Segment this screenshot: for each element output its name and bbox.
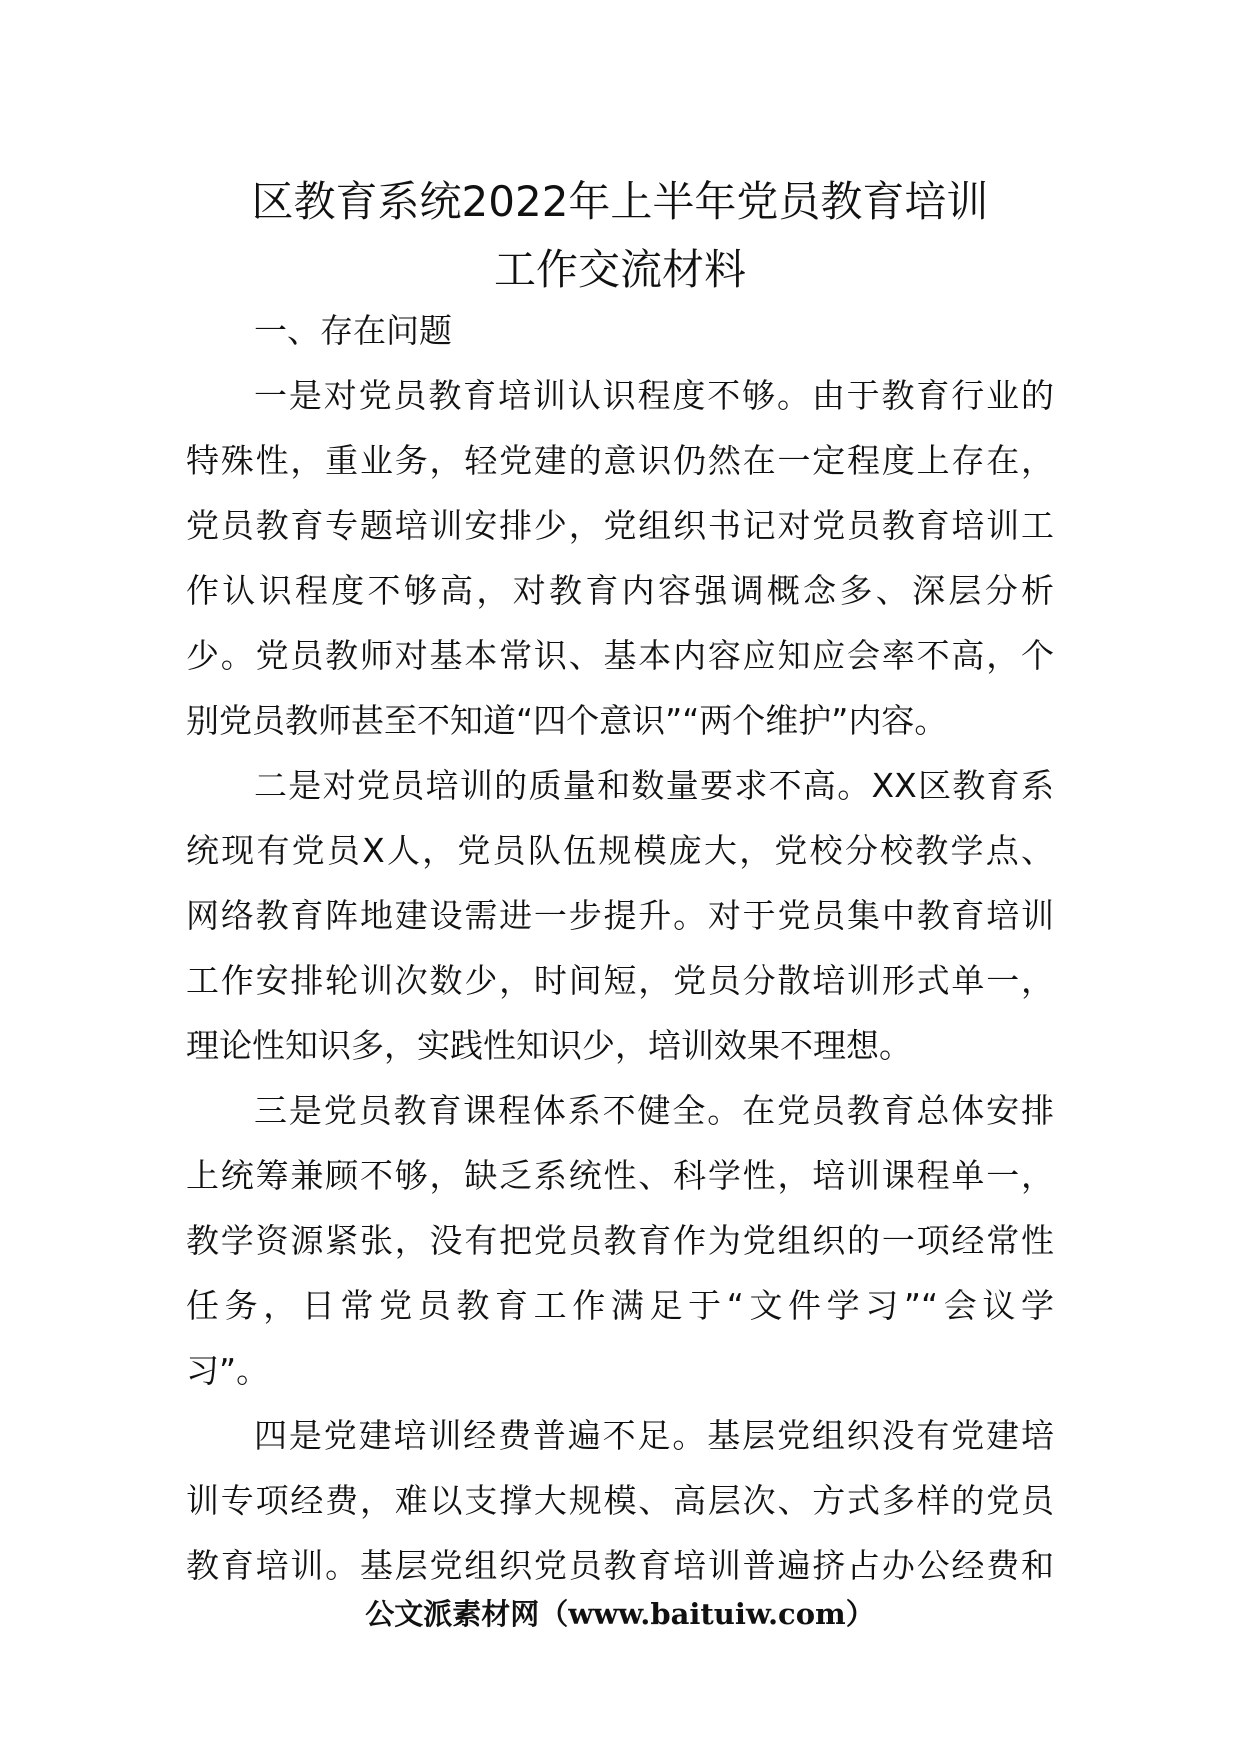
paragraph-line: 网络教育阵地建设需进一步提升。对于党员集中教育培训: [186, 896, 1054, 935]
paragraph-3: [186, 1078, 1054, 1403]
paragraph-line: 任务，日常党员教育工作满足于“文件学习”“会议学: [186, 1286, 1054, 1325]
paragraph-line: 上统筹兼顾不够，缺乏系统性、科学性，培训课程单一，: [186, 1156, 1054, 1195]
paragraph-line: 少。党员教师对基本常识、基本内容应知应会率不高，个: [186, 636, 1054, 675]
section-heading: 一、存在问题: [254, 311, 452, 350]
paragraph-line: 一是对党员教育培训认识程度不够。由于教育行业的: [254, 376, 1054, 415]
paragraph-line: 教育培训。基层党组织党员教育培训普遍挤占办公经费和: [186, 1546, 1054, 1585]
paragraph-line: 四是党建培训经费普遍不足。基层党组织没有党建培: [254, 1416, 1054, 1455]
paragraph-1: [186, 363, 1054, 753]
paragraph-line: 工作安排轮训次数少，时间短，党员分散培训形式单一，: [186, 961, 1054, 1000]
paragraph-line: 特殊性，重业务，轻党建的意识仍然在一定程度上存在，: [186, 441, 1054, 480]
paragraph-line: 党员教育专题培训安排少，党组织书记对党员教育培训工: [186, 506, 1054, 545]
paragraph-4: [186, 1403, 1054, 1598]
paragraph-line: 二是对党员培训的质量和数量要求不高。XX区教育系: [254, 766, 1054, 805]
paragraph-line: 别党员教师甚至不知道“四个意识”“两个维护”内容。: [186, 701, 948, 740]
paragraph-2: [186, 753, 1054, 1078]
document-title-line-1: 区教育系统2022年上半年党员教育培训: [251, 177, 989, 226]
document-body: [186, 298, 1054, 1598]
paragraph-line: 三是党员教育课程体系不健全。在党员教育总体安排: [254, 1091, 1054, 1130]
footer-watermark-text: 公文派素材网（www.baituiw.com）: [365, 1597, 875, 1631]
paragraph-line: 理论性知识多，实践性知识少，培训效果不理想。: [186, 1026, 912, 1065]
paragraph-line: 作认识程度不够高，对教育内容强调概念多、深层分析: [186, 571, 1054, 610]
document-title-line-2: 工作交流材料: [493, 245, 746, 294]
paragraph-line: 教学资源紧张，没有把党员教育作为党组织的一项经常性: [186, 1221, 1054, 1260]
paragraph-line: 习”。: [186, 1351, 270, 1390]
paragraph-line: 统现有党员X人，党员队伍规模庞大，党校分校教学点、: [186, 831, 1054, 870]
paragraph-line: 训专项经费，难以支撑大规模、高层次、方式多样的党员: [186, 1481, 1054, 1520]
